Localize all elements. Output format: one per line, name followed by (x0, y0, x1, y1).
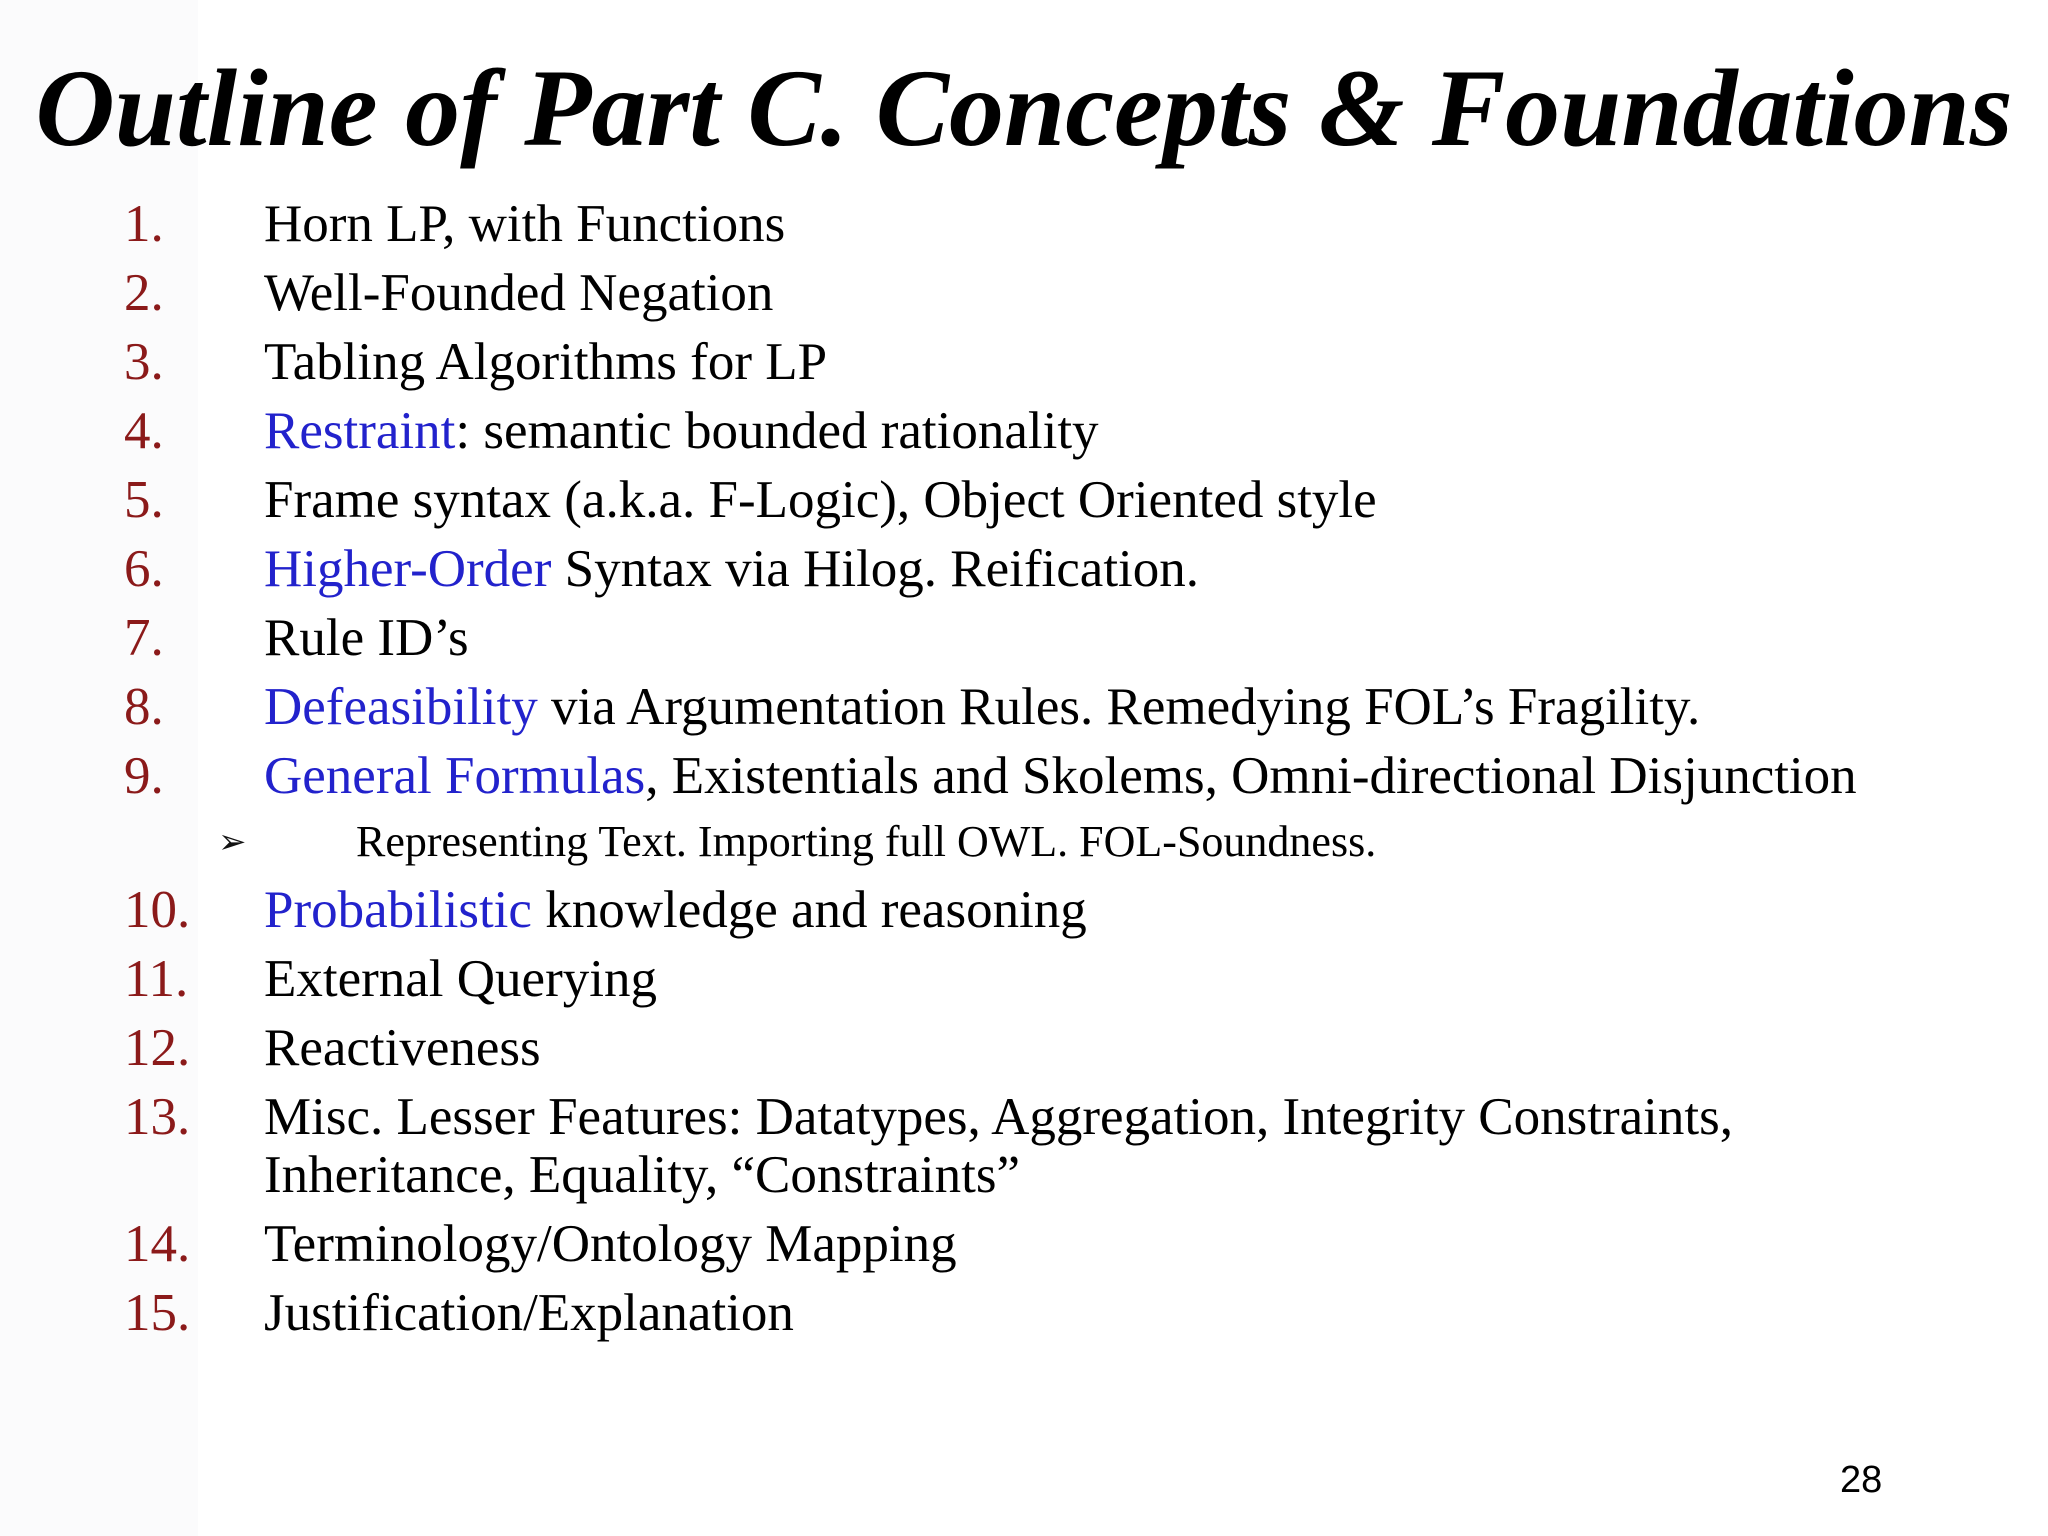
outline-item-11 (0, 949, 2048, 1009)
outline-item-4 (0, 401, 2048, 461)
item-rest: knowledge and reasoning (531, 881, 1087, 939)
item-rest: Tabling Algorithms for LP (264, 333, 828, 391)
item-text (264, 470, 1377, 530)
item-rest: Frame syntax (a.k.a. F-Logic), Object Oriented style (264, 471, 1377, 529)
outline-item-5 (0, 470, 2048, 530)
item-highlight: General Formulas (264, 747, 646, 805)
outline-item-1 (0, 194, 2048, 254)
item-text (264, 1283, 794, 1343)
item-rest: Horn LP, with Functions (264, 195, 786, 253)
outline-item-10 (0, 880, 2048, 940)
item-text (264, 1018, 541, 1078)
item-rest: Reactiveness (264, 1019, 541, 1077)
item-number: 1. (124, 195, 164, 253)
outline-item-15 (0, 1283, 2048, 1343)
outline-item-14 (0, 1214, 2048, 1274)
item-text (264, 263, 773, 323)
item-rest: Terminology/Ontology Mapping (264, 1215, 957, 1273)
item-rest: Rule ID’s (264, 609, 469, 667)
item-rest: , Existentials and Skolems, Omni-directional Disjunction (645, 747, 1857, 805)
item-text (264, 677, 1700, 737)
item-number: 14. (124, 1215, 191, 1273)
item-number: 4. (124, 402, 164, 460)
item-rest: Syntax via Hilog. Reification. (551, 540, 1200, 598)
item-number: 2. (124, 264, 164, 322)
item-rest: External Querying (264, 950, 657, 1008)
slide-title: Outline of Part C. Concepts & Foundations (35, 47, 2013, 169)
item-text (264, 880, 1087, 940)
sub-item-text: Representing Text. Importing full OWL. FOL-Soundness. (356, 817, 1377, 866)
item-number: 9. (124, 747, 164, 805)
item-rest: Justification/Explanation (264, 1284, 794, 1342)
item-number: 10. (124, 881, 191, 939)
item-number: 11. (124, 950, 189, 1008)
outline-item-7 (0, 608, 2048, 668)
item-text (264, 401, 1099, 461)
outline-item-9 (0, 746, 2048, 806)
item-highlight: Higher-Order (264, 540, 552, 598)
outline-item-2 (0, 263, 2048, 323)
item-highlight: Defeasibility (264, 678, 538, 736)
outline-item-8 (0, 677, 2048, 737)
item-number: 15. (124, 1284, 191, 1342)
page-number: 28 (1840, 1459, 1883, 1501)
item-number: 7. (124, 609, 164, 667)
item-text (264, 1087, 1733, 1203)
item-number: 13. (124, 1088, 191, 1146)
outline-item-3 (0, 332, 2048, 392)
item-text (264, 1214, 957, 1274)
item-text (264, 746, 1857, 806)
outline-item-13 (0, 1087, 2048, 1204)
arrow-bullet-icon: ➢ (218, 822, 247, 862)
item-number: 6. (124, 540, 164, 598)
item-highlight: Restraint (264, 402, 456, 460)
outline-item-6 (0, 539, 2048, 599)
outline-sub-item (0, 816, 2048, 868)
item-rest: Misc. Lesser Features: Datatypes, Aggregation, Integrity Constraints, (264, 1088, 1733, 1146)
item-text (264, 949, 657, 1009)
item-number: 12. (124, 1019, 191, 1077)
item-text (264, 194, 785, 254)
item-text (264, 608, 469, 668)
item-highlight: Probabilistic (264, 881, 532, 939)
item-rest: via Argumentation Rules. Remedying FOL’s Fragility. (537, 678, 1701, 736)
outline-item-12 (0, 1018, 2048, 1078)
item-text (264, 332, 827, 392)
item-rest: Well-Founded Negation (264, 264, 774, 322)
item-number: 5. (124, 471, 164, 529)
item-number: 8. (124, 678, 164, 736)
item-rest-continued: Inheritance, Equality, “Constraints” (264, 1146, 1020, 1204)
item-rest: : semantic bounded rationality (455, 402, 1099, 460)
item-text (264, 539, 1199, 599)
item-number: 3. (124, 333, 164, 391)
